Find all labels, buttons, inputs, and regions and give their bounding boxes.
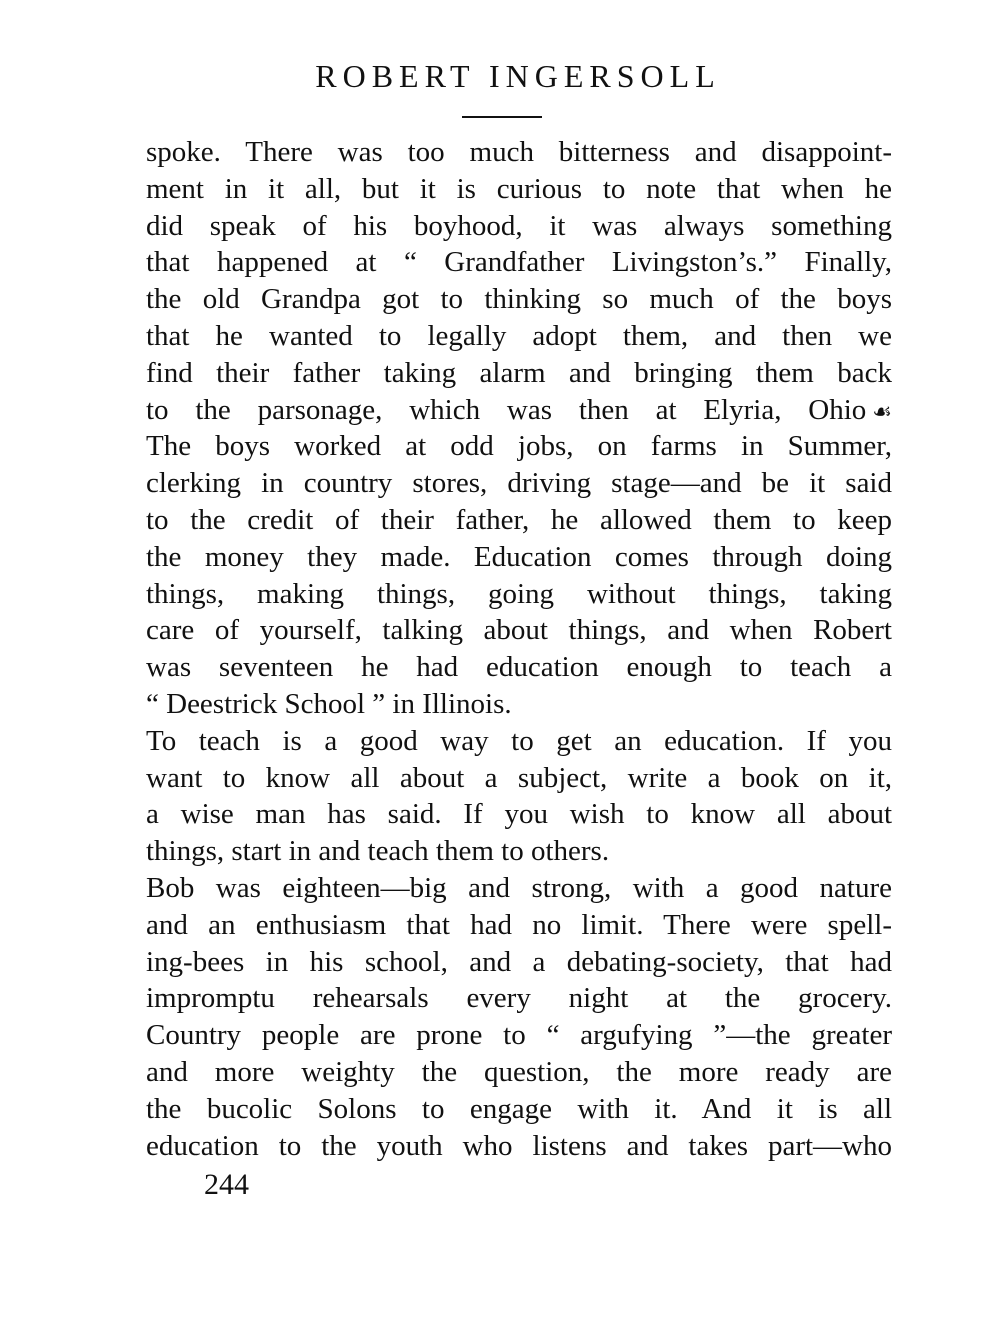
- text-line: impromptu rehearsals every night at the grocery.: [146, 982, 892, 1015]
- text-line: things, start in and teach them to others.: [146, 835, 610, 868]
- text-line: clerking in country stores, driving stage—and be it said: [146, 467, 892, 500]
- header-rule: [462, 116, 542, 118]
- text-line: the money they made. Education comes through doing: [146, 540, 892, 573]
- text-line: to the credit of their father, he allowed them to keep: [146, 503, 892, 536]
- text-line: “ Deestrick School ” in Illinois.: [146, 687, 512, 720]
- text-line: the bucolic Solons to engage with it. And it is all: [146, 1092, 892, 1125]
- text-line: a wise man has said. If you wish to know all about: [146, 798, 892, 831]
- text-line: was seventeen he had education enough to teach a: [146, 651, 892, 684]
- text-line: Bob was eighteen—big and strong, with a good nature: [146, 871, 892, 904]
- text-line: education to the youth who listens and takes part—who: [146, 1129, 892, 1162]
- text-line: care of yourself, talking about things, and when Robert: [146, 614, 892, 647]
- text-line: and more weighty the question, the more ready are: [146, 1055, 892, 1088]
- text-line: ing-bees in his school, and a debating-society, that had: [146, 945, 892, 978]
- text-line: did speak of his boyhood, it was always something: [146, 209, 892, 242]
- body-text: [146, 134, 892, 1164]
- text-line: find their father taking alarm and bringing them back: [146, 356, 892, 389]
- text-line: want to know all about a subject, write a book on it,: [146, 761, 892, 794]
- text-line: the old Grandpa got to thinking so much of the boys: [146, 283, 892, 316]
- text-line: Country people are prone to “ argufying ”—the greater: [146, 1019, 892, 1052]
- text-line: ment in it all, but it is curious to note that when he: [146, 172, 892, 205]
- text-line: that he wanted to legally adopt them, and then we: [146, 319, 892, 352]
- page-number: 244: [204, 1168, 249, 1201]
- text-line: things, making things, going without things, taking: [146, 577, 892, 610]
- text-line: The boys worked at odd jobs, on farms in Summer,: [146, 430, 892, 463]
- text-line-content: to the parsonage, which was then at Elyria, Ohio: [146, 393, 867, 426]
- text-line: To teach is a good way to get an education. If you: [146, 724, 892, 757]
- running-head: ROBERT INGERSOLL: [315, 58, 721, 94]
- text-line: and an enthusiasm that had no limit. There were spell-: [146, 908, 892, 941]
- fleuron-ornament: ☙: [872, 398, 892, 424]
- text-line: spoke. There was too much bitterness and disappoint-: [146, 136, 892, 168]
- text-line: that happened at “ Grandfather Livingston’s.” Finally,: [146, 246, 892, 279]
- text-line-with-ornament: [146, 392, 892, 429]
